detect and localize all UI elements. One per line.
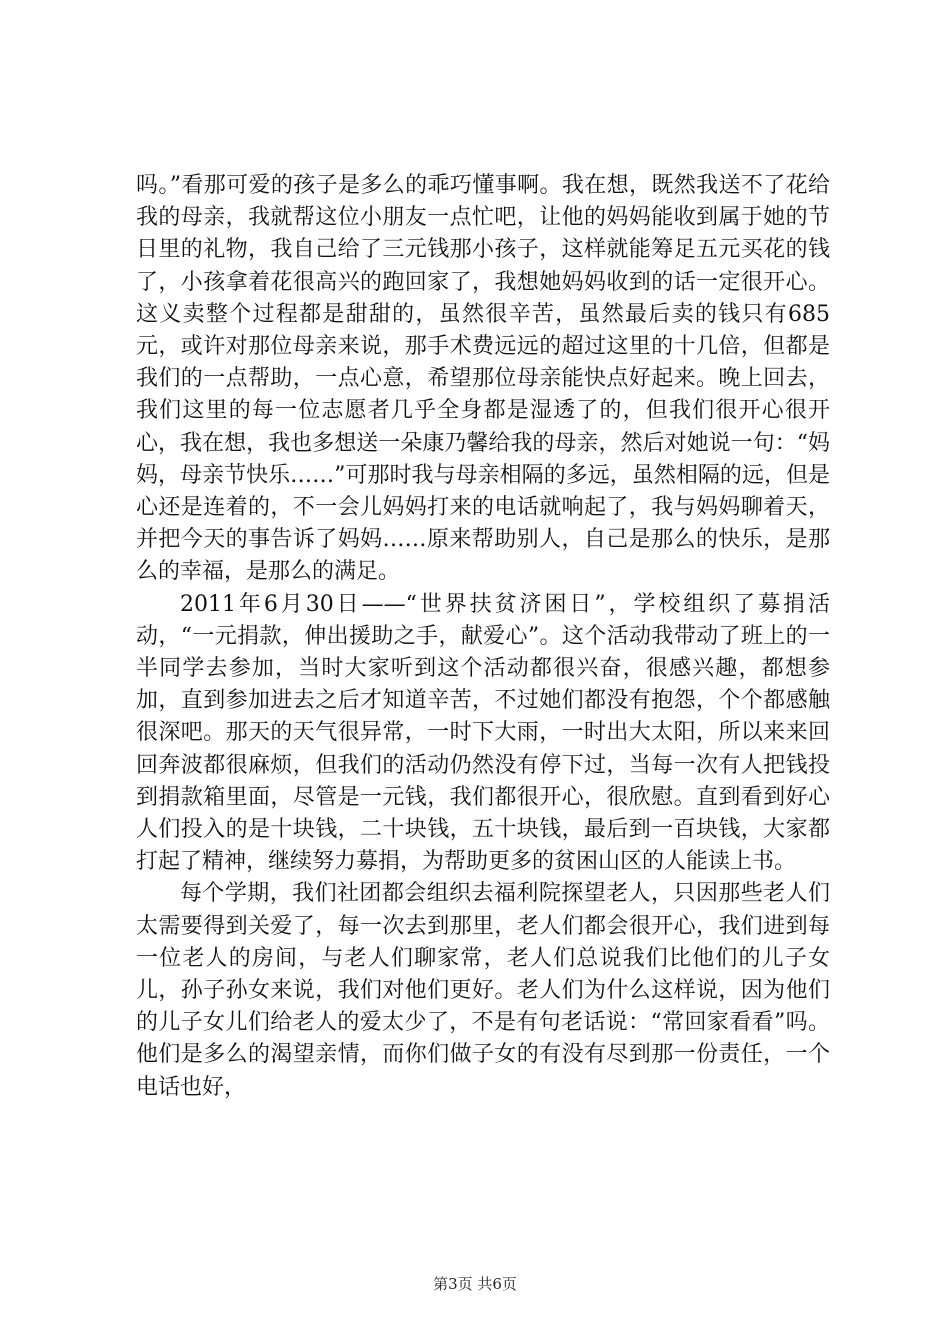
paragraph-poverty-relief-day: 2011年6月30日——“世界扶贫济困日”，学校组织了募捐活动，“一元捐款，伸出援助之手，献爱心”。这个活动我带动了班上的一半同学去参加，当时大家听到这个活动都很兴奋，很感兴趣，都想参加，直到参加进去之后才知道辛苦，不过她们都没有抱怨，个个都感触很深吧。那天的天气很异常，一时下大雨，一时出大太阳，所以来来回回奔波都很麻烦，但我们的活动仍然没有停下过，当每一次有人把钱投到捐款箱里面，尽管是一元钱，我们都很开心，很欣慰。直到看到好心人们投入的是十块钱，二十块钱，五十块钱，最后到一百块钱，大家都打起了精神，继续努力募捐，为帮助更多的贫困山区的人能读上书。 (136, 591, 830, 875)
paragraph-continuation: 吗。”看那可爱的孩子是多么的乖巧懂事啊。我在想，既然我送不了花给我的母亲，我就帮这位小朋友一点忙吧，让他的妈妈能收到属于她的节日里的礼物，我自己给了三元钱那小孩子，这样就能筹足五元买花的钱了，小孩拿着花很高兴的跑回家了，我想她妈妈收到的话一定很开心。这义卖整个过程都是甜甜的，虽然很辛苦，虽然最后卖的钱只有685元，或许对那位母亲来说，那手术费远远的超过这里的十几倍，但都是我们的一点帮助，一点心意，希望那位母亲能快点好起来。晚上回去，我们这里的每一位志愿者几乎全身都是湿透了的，但我们很开心很开心，我在想，我也多想送一朵康乃馨给我的母亲，然后对她说一句：“妈妈，母亲节快乐……”可那时我与母亲相隔的多远，虽然相隔的远，但是心还是连着的，不一会儿妈妈打来的电话就响起了，我与妈妈聊着天，并把今天的事告诉了妈妈……原来帮助别人，自己是那么的快乐，是那么的幸福，是那么的满足。 (136, 173, 830, 585)
paragraph-nursing-home-visit: 每个学期，我们社团都会组织去福利院探望老人，只因那些老人们太需要得到关爱了，每一次去到那里，老人们都会很开心，我们进到每一位老人的房间，与老人们聊家常，老人们总说我们比他们的儿子女儿，孙子孙女来说，我们对他们更好。老人们为什么这样说，因为他们的儿子女儿们给老人的爱太少了，不是有句老话说：“常回家看看”吗。他们是多么的渴望亲情，而你们做子女的有没有尽到那一份责任，一个电话也好， (136, 881, 830, 1100)
page-number-footer: 第3页 共6页 (433, 1275, 517, 1293)
document-body (136, 170, 830, 1104)
